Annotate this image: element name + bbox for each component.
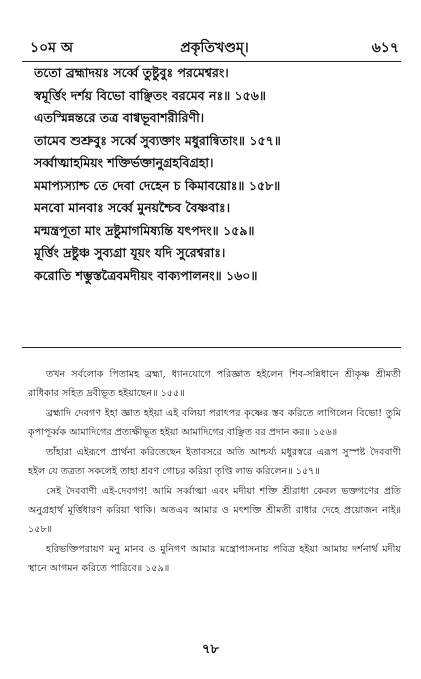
verse-line: মমাপ্যস্যাশ্চ তে দেবা দেহেন চ কিমাবয়োঃ॥ ১৫৮॥ [34, 177, 281, 193]
commentary-paragraph: ব্রহ্মাদি দেবগণ ইহা জ্ঞাত হইয়া এই বলিয়া পরাৎপর কৃষ্ণের স্তব করিতে লাগিলেন বিভো! তুমি কৃপাপূর্ব্বক আমাদিগের প্রত্যক্ষীভূত হইয়া আমাদিগের বাঞ্ছিত বর প্রদান কর॥ ১৫৬॥ [28, 408, 401, 438]
verse-line: মন্মন্ত্রপূতা মাং দ্রষ্টুমাগমিষ্যন্তি যৎপদং॥ ১৫৯॥ [34, 222, 255, 238]
bengali-commentary [28, 365, 401, 579]
folio-number: ৭৮ [202, 642, 219, 657]
sanskrit-verses [34, 62, 407, 287]
page-number: ৬১৭ [371, 40, 399, 56]
section-divider [22, 347, 401, 348]
verse-line: তামেব শুশ্রুবুঃ সর্ব্বে সুব্যক্তাং মধুরান্বিতাং॥ ১৫৭॥ [34, 132, 281, 148]
verse-line: সর্ব্বাত্মাহমিয়ং শক্তির্ভক্তানুগ্রহবিগ্রহা। [34, 155, 214, 170]
commentary-paragraph: সেই দৈববাণী এই-দেবগণ! আমি সর্ব্বাত্মা এবং মদীয়া শক্তি শ্রীরাধা কেবল ভক্তগণের প্রতি অনুগ্রহার্থ মূর্ত্তিধারণ করিয়া থাকি। অতএব আমার ও মৎশক্তি শ্রীমতী রাধার দেহে প্রয়োজন নাই॥ ১৫৮॥ [28, 486, 401, 535]
verse-line: ততো ব্রহ্মাদয়ঃ সর্ব্বে তুষ্টুবুঃ পরমেশ্বরং। [34, 65, 229, 80]
commentary-paragraph: হরিভক্তিপরায়ণ মনু মানব ও মুনিগণ আমার মন্ত্রোপাসনায় পবিত্র হইয়া আমায় দর্শনার্থ মদীয় স্থানে আগমন করিতে পারিবে॥ ১৫৯॥ [28, 544, 401, 574]
verse-line: স্বমূর্ত্তিং দর্শয় বিভো বাঞ্ছিতং বরমেব নঃ॥ ১৫৬॥ [34, 87, 266, 103]
chapter-label: ১০ম অ [30, 40, 73, 56]
verse-line: মনবো মানবাঃ সর্ব্বে মুনয়শ্চৈব বৈষ্ণবাঃ। [34, 200, 231, 215]
running-header [30, 36, 399, 56]
commentary-paragraph: তখন সর্বলোক পিতামহ ব্রহ্মা, ধ্যানযোগে পরিজ্ঞাত হইলেন শিব-সন্নিধানে শ্রীকৃষ্ণ শ্রীমতী রাধিকার সহিত দ্রবীভূত হইয়াছেন॥ ১৫৫॥ [28, 369, 401, 399]
verse-line: এতস্মিন্নন্তরে তত্র বাগ্বভূবাশরীরিণী। [34, 110, 205, 125]
verse-line: করোতি শম্ভুস্তত্রৈবমদীয়ং বাক্যপালনং॥ ১৬০॥ [34, 267, 258, 283]
page-title: প্রকৃতিখণ্ডম্। [180, 40, 249, 56]
verse-line: মূর্ত্তিং দ্রষ্টুঞ্চ সুব্যগ্রা যূয়ং যদি সুরেশ্বরাঃ। [34, 245, 226, 260]
commentary-paragraph: তাঁহারা এইরূপে প্রার্থনা করিতেছেন ইতাবসরে অতি আশ্চর্য্য মধুরস্বরে এরূপ সুস্পষ্ট দৈববাণী হইল যে তত্রত্য সকলেই তাহা শ্রবণ গোচর করিয়া তৃপ্তি লাভ করিলেন॥ ১৫৭॥ [28, 447, 401, 477]
